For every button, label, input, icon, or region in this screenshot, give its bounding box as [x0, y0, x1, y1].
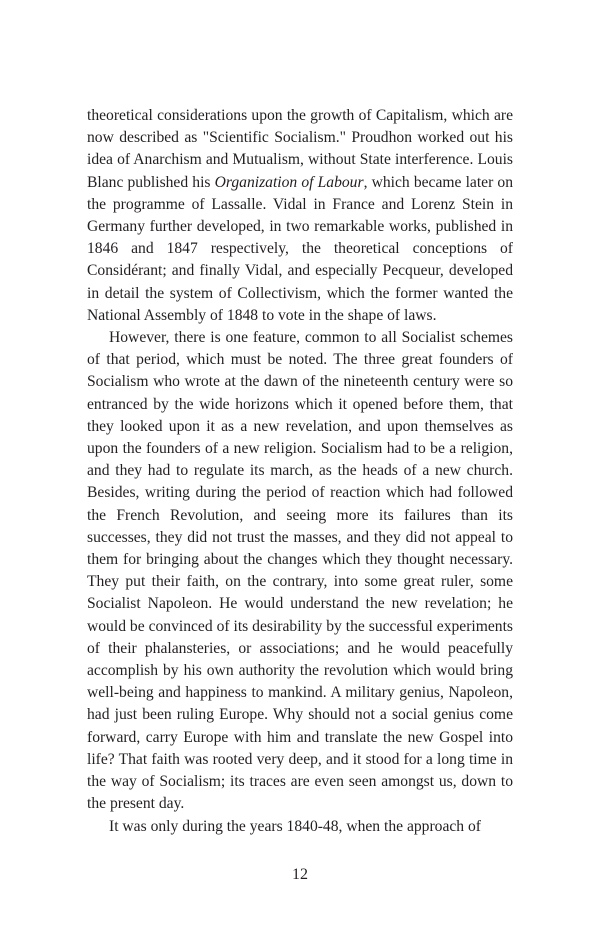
- paragraph-3-text: It was only during the years 1840-48, when the approach of: [109, 817, 481, 835]
- book-title-organization-of-labour: Organization of Labour: [214, 173, 364, 191]
- paragraph-1-text-b: , which became later on the programme of Lassalle. Vidal in France and Lorenz Stein in Germany further developed, in two remarkable works, published in 1846 and 1847 respectively, the theoretical conceptions of Considérant; and finally Vidal, and especially Pecqueur, developed in detail the system of Collectivism, which the former wanted the National Assembly of 1848 to vote in the shape of laws.: [87, 173, 514, 324]
- page-number: 12: [292, 866, 308, 883]
- paragraph-2-text: However, there is one feature, common to all Socialist schemes of that period, which must be noted. The three great founders of Socialism who wrote at the dawn of the nineteenth century were so entranced by the wide horizons which it opened before them, that they looked upon it as a new revelation, and upon themselves as upon the founders of a new religion. Socialism had to be a religion, and they had to regulate its march, as the heads of a new church. Besides, writing during the period of reaction which had followed the French Revolution, and seeing more its failures than its successes, they did not trust the masses, and they did not appeal to them for bringing about the changes which they thought necessary. They put their faith, on the contrary, into some great ruler, some Socialist Napoleon. He would understand the new revelation; he would be convinced of its desirability by the successful experiments of their phalansteries, or associations; and he would peacefully accomplish by his own authority the revolution which would bring well-being and happiness to mankind. A military genius, Napoleon, had just been ruling Europe. Why should not a social genius come forward, carry Europe with him and translate the new Gospel into life? That faith was rooted very deep, and it stood for a long time in the way of Socialism; its traces are even seen amongst us, down to the present day.: [87, 329, 513, 813]
- paragraph-2: [87, 327, 513, 815]
- paragraph-1-text-a: theoretical considerations upon the growth of Capitalism, which are now described as "Scientific Socialism." Proudhon worked out his idea of Anarchism and Mutualism, without State interference. Louis Blanc published his: [87, 107, 513, 191]
- paragraph-1: [87, 105, 513, 327]
- body-text: [87, 105, 513, 838]
- paragraph-3: [87, 816, 513, 838]
